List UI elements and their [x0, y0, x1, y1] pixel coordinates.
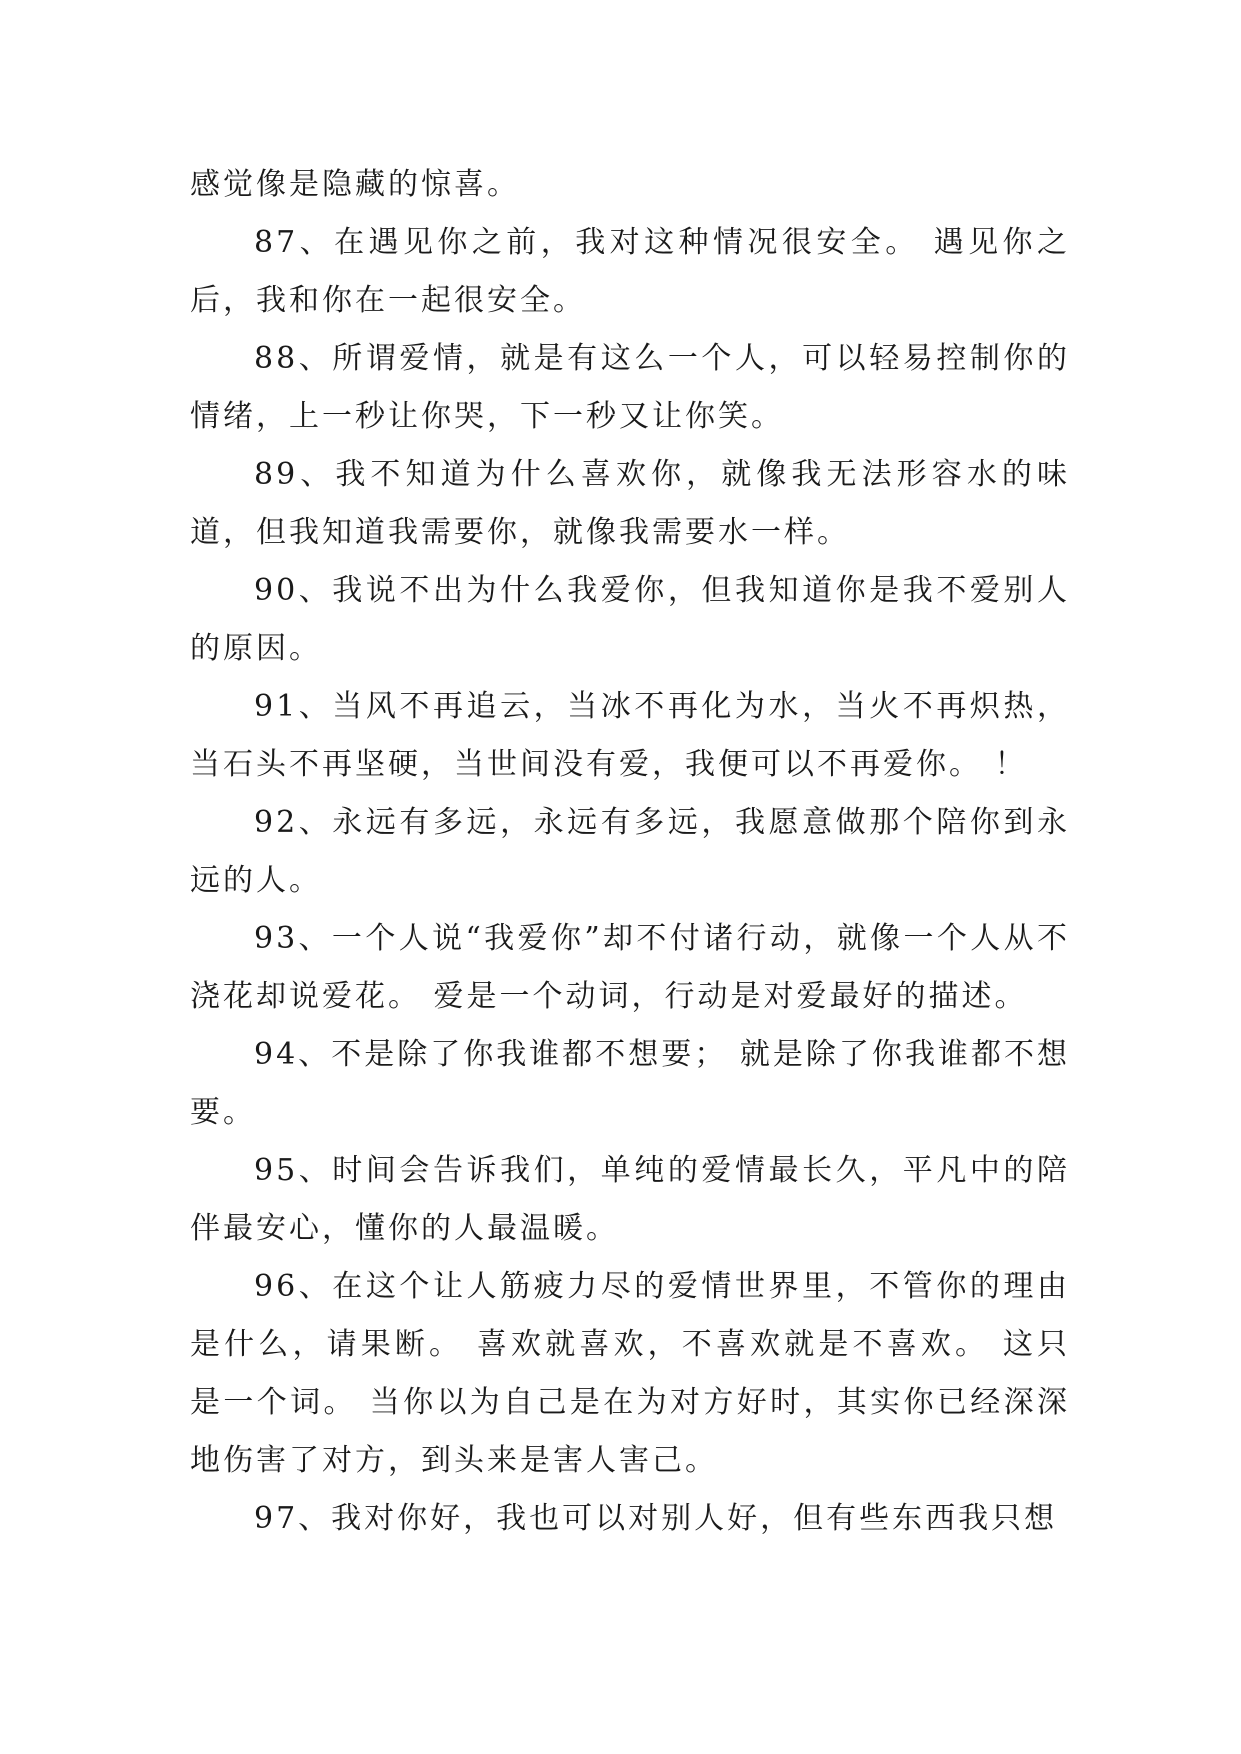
paragraph-96: 96、在这个让人筋疲力尽的爱情世界里，不管你的理由是什么，请果断。 喜欢就喜欢，不喜欢就是不喜欢。 这只是一个词。 当你以为自己是在为对方好时，其实你已经深深地伤害了对方，到头来是害人害己。: [190, 1269, 1070, 1478]
paragraph-94: 94、不是除了你我谁都不想要； 就是除了你我谁都不想要。: [190, 1037, 1070, 1130]
paragraph-90: 90、我说不出为什么我爱你，但我知道你是我不爱别人的原因。: [190, 573, 1070, 666]
paragraph-88: 88、所谓爱情，就是有这么一个人，可以轻易控制你的情绪，上一秒让你哭，下一秒又让你笑。: [190, 341, 1070, 434]
paragraph-87: 87、在遇见你之前，我对这种情况很安全。 遇见你之后，我和你在一起很安全。: [190, 225, 1070, 318]
document-body: [190, 156, 1070, 1548]
paragraph-89: 89、我不知道为什么喜欢你，就像我无法形容水的味道，但我知道我需要你，就像我需要水一样。: [190, 457, 1070, 550]
paragraph-continuation: 感觉像是隐藏的惊喜。: [190, 167, 520, 202]
paragraph-97: 97、我对你好，我也可以对别人好，但有些东西我只想: [254, 1501, 1058, 1536]
paragraph-95: 95、时间会告诉我们，单纯的爱情最长久，平凡中的陪伴最安心，懂你的人最温暖。: [190, 1153, 1070, 1246]
paragraph-92: 92、永远有多远，永远有多远，我愿意做那个陪你到永远的人。: [190, 805, 1070, 898]
paragraph-91: 91、当风不再追云，当冰不再化为水，当火不再炽热，当石头不再坚硬，当世间没有爱，我便可以不再爱你。 ！: [190, 689, 1070, 782]
paragraph-93: 93、一个人说“我爱你”却不付诸行动，就像一个人从不浇花却说爱花。 爱是一个动词，行动是对爱最好的描述。: [190, 921, 1070, 1014]
